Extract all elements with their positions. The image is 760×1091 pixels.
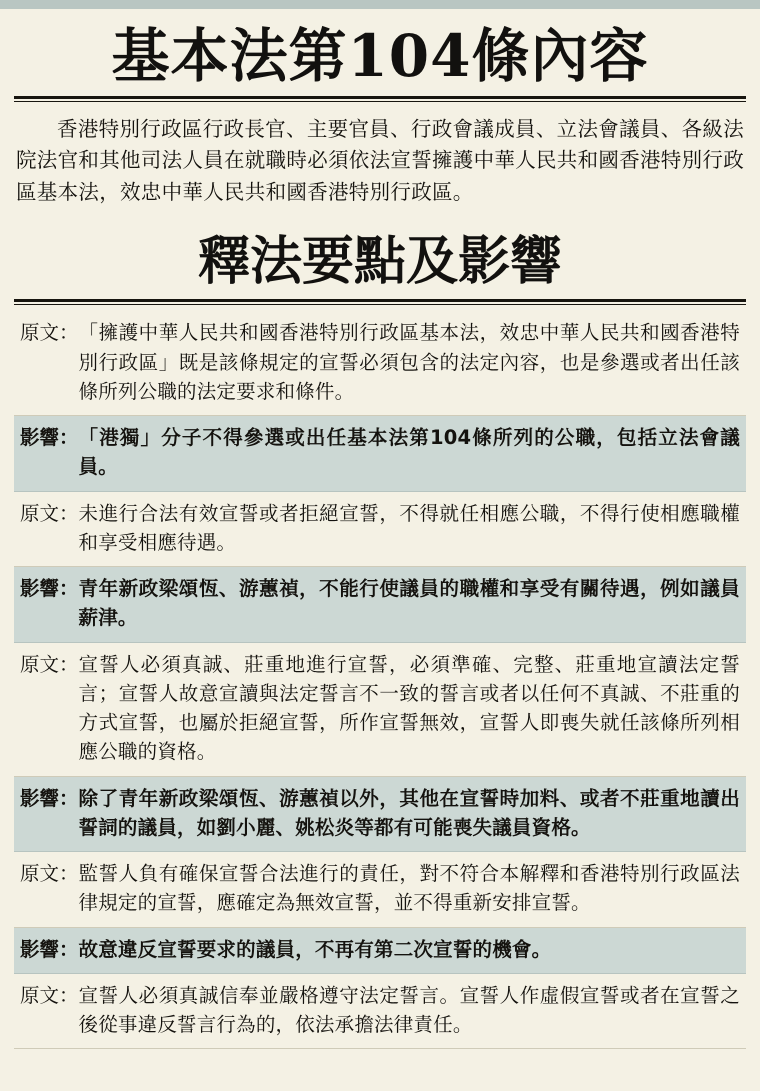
list-item bbox=[14, 492, 746, 568]
row-label: 原文： bbox=[20, 501, 79, 525]
row-text: 宣誓人必須真誠、莊重地進行宣誓，必須準確、完整、莊重地宣讀法定誓言；宣誓人故意宣讀與法定誓言不一致的誓言或者以任何不真誠、不莊重的方式宣誓，也屬於拒絕宣誓，所作宣誓無效，宣誓人即喪失就任該條所列相應公職的資格。 bbox=[78, 652, 740, 764]
list-item bbox=[14, 567, 746, 643]
row-text: 宣誓人必須真誠信奉並嚴格遵守法定誓言。宣誓人作虛假宣誓或者在宣誓之後從事違反誓言行為的，依法承擔法律責任。 bbox=[78, 983, 740, 1037]
row-text: 青年新政梁頌恆、游蕙禎，不能行使議員的職權和享受有關待遇，例如議員薪津。 bbox=[78, 577, 740, 630]
section-divider-thick bbox=[14, 299, 746, 302]
row-text: 監誓人負有確保宣誓合法進行的責任，對不符合本解釋和香港特別行政區法律規定的宣誓，應確定為無效宣誓，並不得重新安排宣誓。 bbox=[78, 862, 740, 915]
row-label: 原文： bbox=[20, 652, 79, 676]
row-label: 影響： bbox=[20, 426, 79, 450]
row-text: 「擁護中華人民共和國香港特別行政區基本法，效忠中華人民共和國香港特別行政區」既是該條規定的宣誓必須包含的法定內容，也是參選或者出任該條所列公職的法定要求和條件。 bbox=[78, 321, 740, 403]
row-label: 原文： bbox=[20, 862, 79, 886]
row-label: 原文： bbox=[20, 321, 79, 345]
section-divider-thin bbox=[14, 304, 746, 305]
row-text: 除了青年新政梁頌恆、游蕙禎以外，其他在宣誓時加料、或者不莊重地讀出誓詞的議員，如劉小麗、姚松炎等都有可能喪失議員資格。 bbox=[78, 786, 740, 839]
list-item bbox=[14, 777, 746, 853]
row-label: 影響： bbox=[20, 786, 79, 810]
page-title: 基本法第104條內容 bbox=[111, 22, 649, 90]
section-title: 釋法要點及影響 bbox=[197, 230, 562, 292]
row-label: 影響： bbox=[20, 937, 79, 961]
row-text: 故意違反宣誓要求的議員，不再有第二次宣誓的機會。 bbox=[78, 937, 552, 961]
row-text: 「港獨」分子不得參選或出任基本法第104條所列的公職，包括立法會議員。 bbox=[78, 426, 740, 479]
list-item bbox=[14, 416, 746, 492]
points-list bbox=[14, 311, 746, 1049]
list-item bbox=[14, 974, 746, 1050]
list-item bbox=[14, 643, 746, 777]
title-divider-thin bbox=[14, 101, 746, 102]
list-item bbox=[14, 311, 746, 416]
title-divider-thick bbox=[14, 96, 746, 99]
list-item bbox=[14, 852, 746, 928]
row-text: 未進行合法有效宣誓或者拒絕宣誓，不得就任相應公職，不得行使相應職權和享受相應待遇。 bbox=[78, 501, 740, 554]
row-label: 影響： bbox=[20, 577, 79, 601]
page-content bbox=[0, 23, 760, 1049]
intro-paragraph: 香港特別行政區行政長官、主要官員、行政會議成員、立法會議員、各級法院法官和其他司法人員在就職時必須依法宣誓擁護中華人民共和國香港特別行政區基本法，效忠中華人民共和國香港特別行政區。 bbox=[16, 116, 744, 205]
row-label: 原文： bbox=[20, 983, 79, 1007]
top-decorative-bar bbox=[0, 0, 760, 9]
list-item bbox=[14, 928, 746, 974]
